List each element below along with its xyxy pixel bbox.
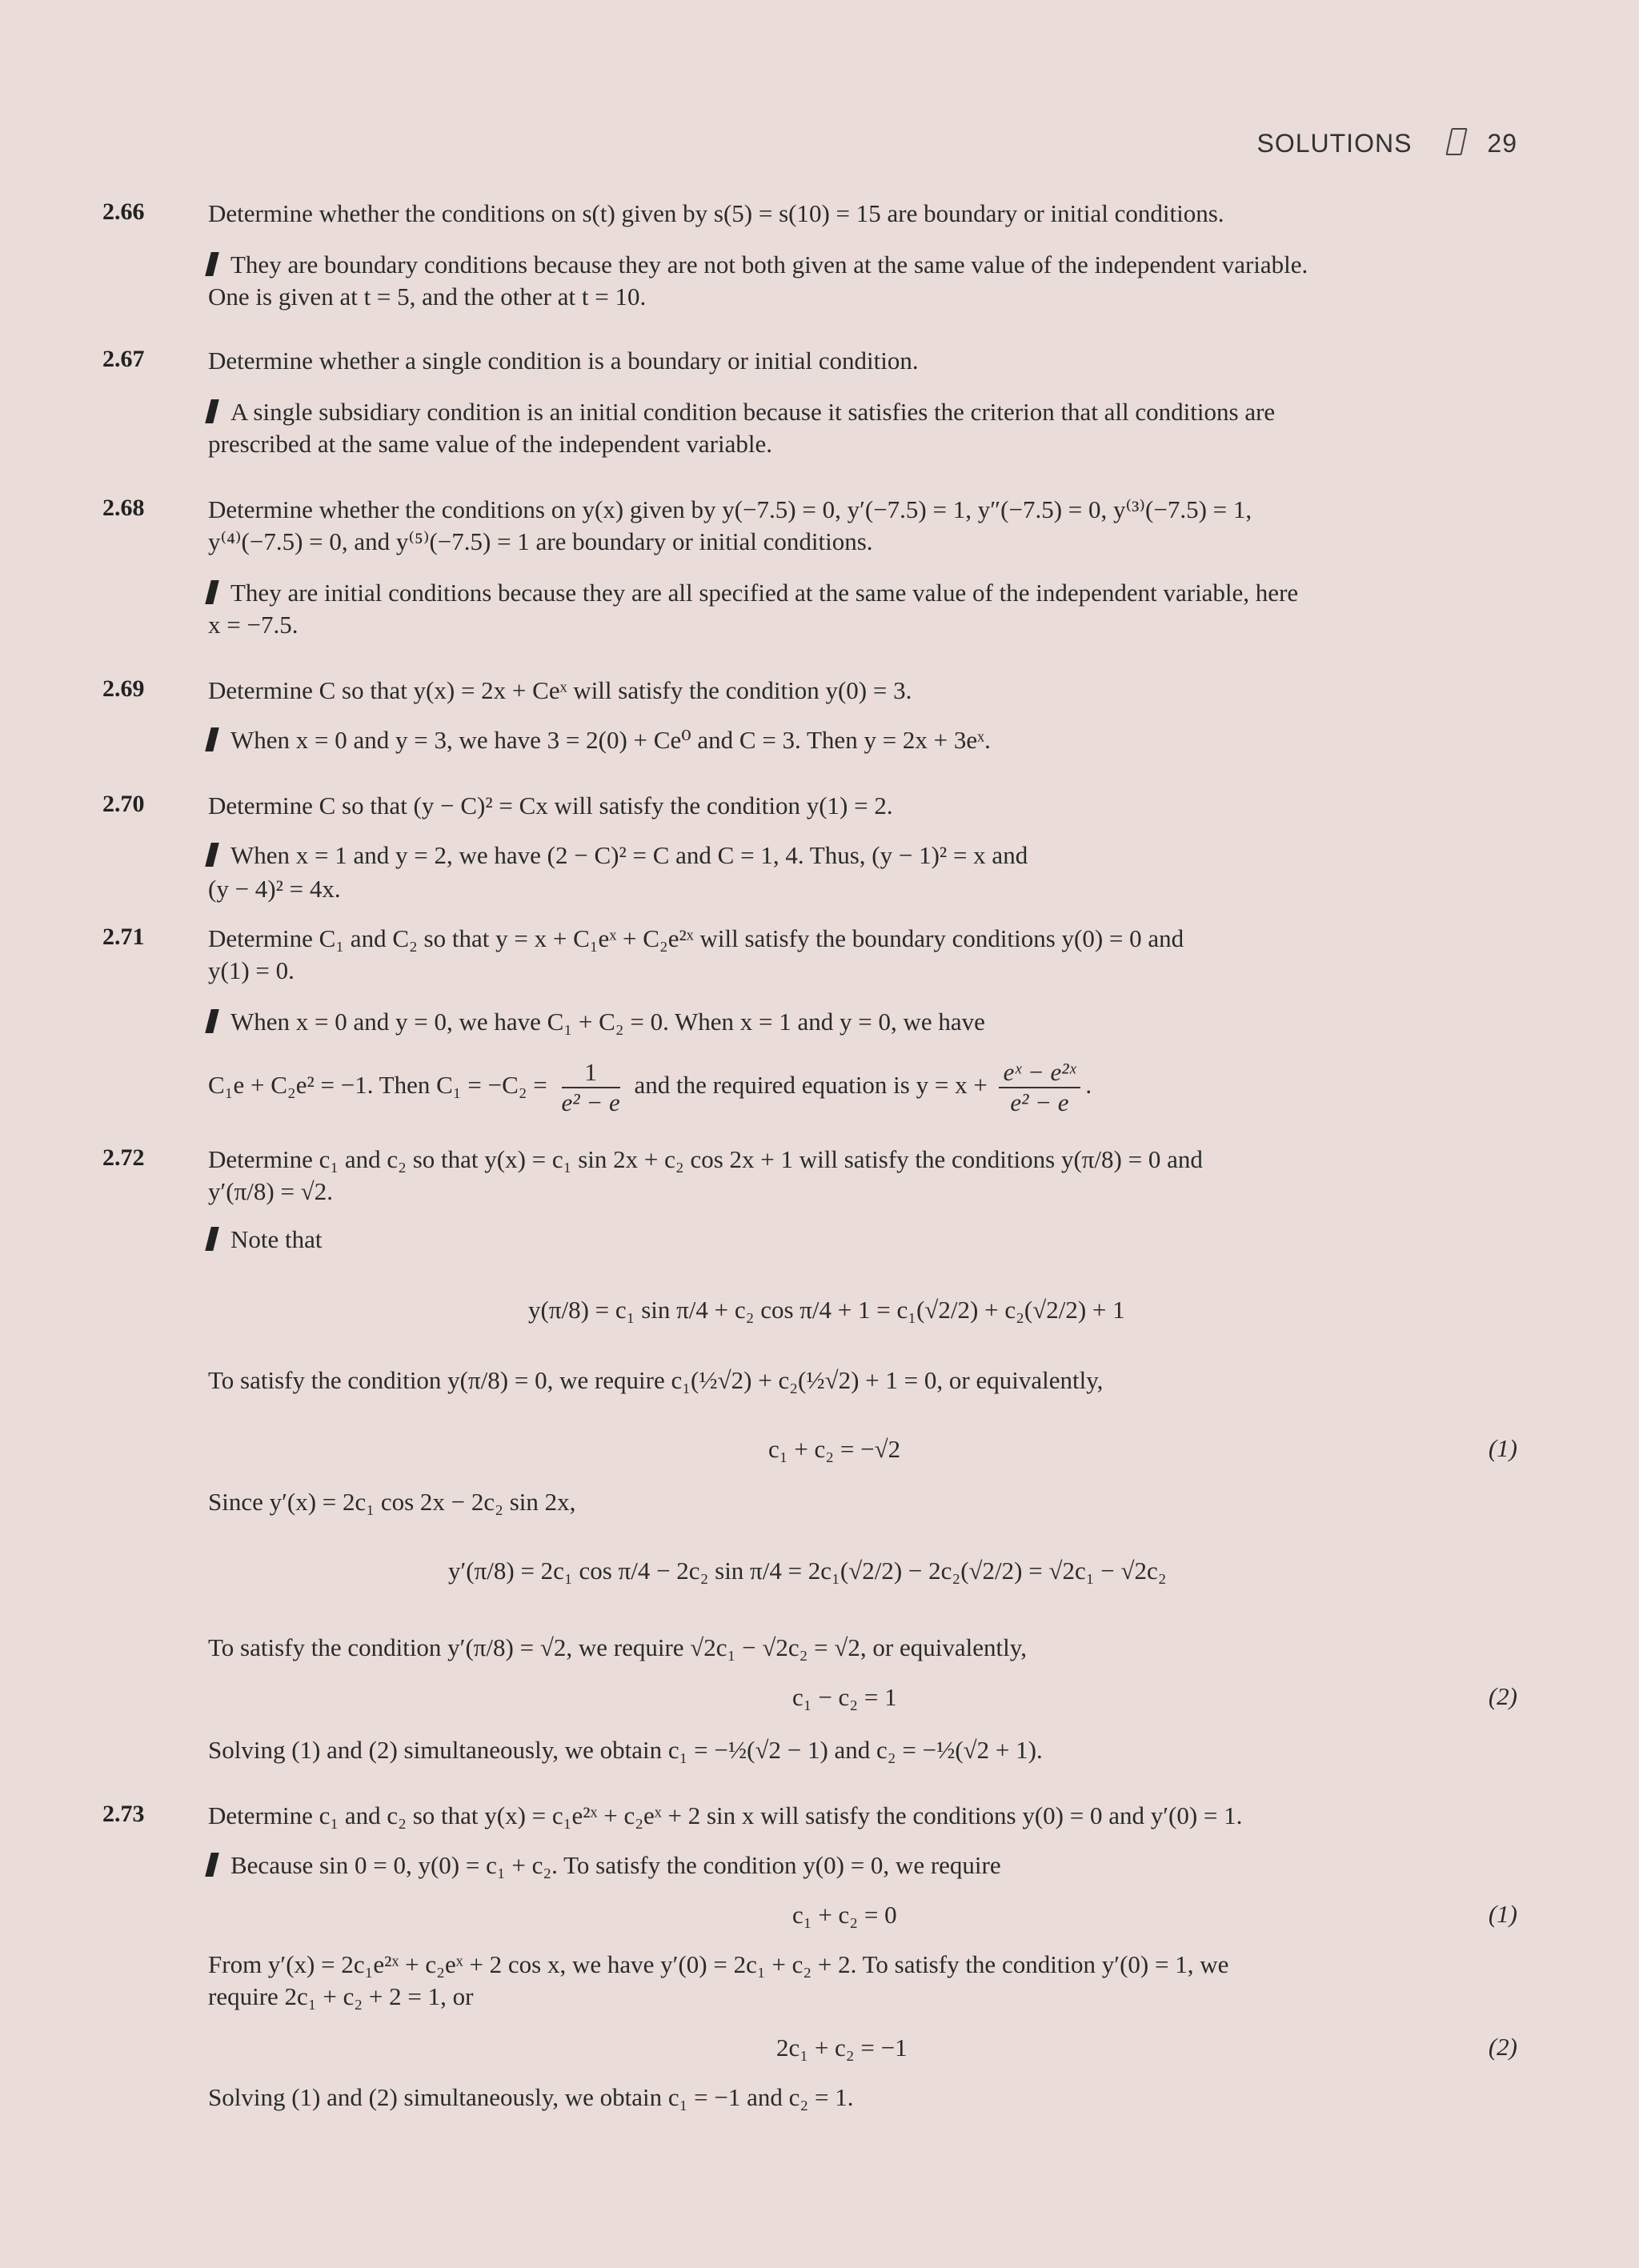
answer-text: A single subsidiary condition is an initial condition because it satisfies the criterion that all conditions are xyxy=(208,395,1517,429)
solution-mark-icon xyxy=(205,252,218,276)
answer-text-cont: x = −7.5. xyxy=(208,611,299,639)
question-text: Determine c₁ and c₂ so that y(x) = c₁ sin 2x + c₂ cos 2x + 1 will satisfy the conditions y(π/8) = 0 and xyxy=(208,1145,1203,1173)
problem-number: 2.70 xyxy=(102,791,145,817)
answer-text: They are boundary conditions because they are not both given at the same value of the independent variable. xyxy=(208,248,1517,282)
question-text-cont: y′(π/8) = √2. xyxy=(208,1177,333,1205)
question-text: Determine whether a single condition is a boundary or initial condition. xyxy=(208,347,919,375)
header-title: SOLUTIONS xyxy=(1256,129,1413,158)
solution-mark-icon xyxy=(205,1227,218,1251)
answer-text: When x = 0 and y = 0, we have C₁ + C₂ = 0. When x = 1 and y = 0, we have xyxy=(208,1005,1517,1039)
answer-text-cont: One is given at t = 5, and the other at t = 10. xyxy=(208,282,647,311)
answer-text: They are initial conditions because they are all specified at the same value of the independent variable, here xyxy=(208,576,1517,610)
problem-number: 2.66 xyxy=(102,198,145,225)
answer-text-cont: (y − 4)² = 4x. xyxy=(208,875,341,903)
answer-text: When x = 0 and y = 3, we have 3 = 2(0) + Ce⁰ and C = 3. Then y = 2x + 3eˣ. xyxy=(208,723,1517,757)
question-text: Determine c₁ and c₂ so that y(x) = c₁e²ˣ + c₂eˣ + 2 sin x will satisfy the conditions y(0) = 0 and y′(0) = 1. xyxy=(208,1801,1243,1829)
answer-text: To satisfy the condition y′(π/8) = √2, we require √2c₁ − √2c₂ = √2, or equivalently, xyxy=(208,1633,1027,1661)
answer-text: Because sin 0 = 0, y(0) = c₁ + c₂. To satisfy the condition y(0) = 0, we require xyxy=(208,1849,1517,1882)
answer-text-cont: prescribed at the same value of the independent variable. xyxy=(208,430,772,458)
solution-mark-icon xyxy=(205,399,218,423)
equation-number: (2) xyxy=(1488,2033,1517,2061)
answer-text: To satisfy the condition y(π/8) = 0, we require c₁(½√2) + c₂(½√2) + 1 = 0, or equivalently, xyxy=(208,1366,1104,1394)
problem-number: 2.71 xyxy=(102,924,145,950)
answer-text: When x = 1 and y = 2, we have (2 − C)² = C and C = 1, 4. Thus, (y − 1)² = x and xyxy=(208,839,1517,872)
equation-y-pi-8: y(π/8) = c₁ sin π/4 + c₂ cos π/4 + 1 = c₁(√2/2) + c₂(√2/2) + 1 xyxy=(528,1296,1125,1324)
question-text: Determine C so that (y − C)² = Cx will satisfy the condition y(1) = 2. xyxy=(208,791,893,819)
answer-text: Since y′(x) = 2c₁ cos 2x − 2c₂ sin 2x, xyxy=(208,1488,576,1516)
question-text-cont: y⁽⁴⁾(−7.5) = 0, and y⁽⁵⁾(−7.5) = 1 are boundary or initial conditions. xyxy=(208,527,873,555)
question-text: Determine C₁ and C₂ so that y = x + C₁eˣ + C₂e²ˣ will satisfy the boundary conditions y(0) = 0 and xyxy=(208,924,1184,952)
running-header xyxy=(1256,128,1517,158)
solution-mark-icon xyxy=(205,1009,218,1033)
question-text-cont: y(1) = 0. xyxy=(208,956,295,984)
fraction-c1: $\frac{1}{\text{e² − e}}$ xyxy=(561,1058,620,1116)
answer-text: Note that xyxy=(208,1223,1517,1256)
fraction-solution: $\frac{\text{eˣ − e²ˣ}}{\text{e² − e}}$ xyxy=(999,1058,1081,1117)
solution-mark-icon xyxy=(205,580,218,604)
equation-1: c₁ + c₂ = −√2 xyxy=(768,1435,901,1463)
solution-mark-icon xyxy=(205,1853,218,1877)
equation-number: (2) xyxy=(1488,1682,1517,1710)
problem-number: 2.67 xyxy=(102,346,145,372)
equation-number: (1) xyxy=(1488,1434,1517,1462)
equation-y-prime-pi-8: y′(π/8) = 2c₁ cos π/4 − 2c₂ sin π/4 = 2c₁(√2/2) − 2c₂(√2/2) = √2c₁ − √2c₂ xyxy=(448,1557,1167,1585)
header-separator-icon xyxy=(1446,128,1468,155)
problem-number: 2.69 xyxy=(102,675,145,702)
equation-1: c₁ + c₂ = 0 xyxy=(792,1901,897,1929)
answer-text-cont: C₁e + C₂e² = −1. Then C₁ = −C₂ = $\frac{1}{\text{e² − e}}$ and the required equation is y = x + $\frac{\text{eˣ − e²ˣ}}{\text{e² − e}}$ . xyxy=(208,1058,1092,1116)
equation-number: (1) xyxy=(1488,1900,1517,1928)
problem-number: 2.72 xyxy=(102,1144,145,1171)
question-text: Determine whether the conditions on y(x) given by y(−7.5) = 0, y′(−7.5) = 1, y″(−7.5) = 0, y⁽³⁾(−7.5) = 1, xyxy=(208,495,1252,523)
equation-2: 2c₁ + c₂ = −1 xyxy=(776,2034,908,2062)
question-text: Determine C so that y(x) = 2x + Ceˣ will satisfy the condition y(0) = 3. xyxy=(208,676,912,704)
page-number: 29 xyxy=(1487,129,1517,158)
solution-mark-icon xyxy=(205,727,218,751)
answer-text: Solving (1) and (2) simultaneously, we obtain c₁ = −1 and c₂ = 1. xyxy=(208,2083,854,2111)
answer-text-cont: require 2c₁ + c₂ + 2 = 1, or xyxy=(208,1982,474,2010)
solution-mark-icon xyxy=(205,843,218,867)
answer-text: From y′(x) = 2c₁e²ˣ + c₂eˣ + 2 cos x, we have y′(0) = 2c₁ + c₂ + 2. To satisfy the condition y′(0) = 1, we xyxy=(208,1950,1229,1978)
question-text: Determine whether the conditions on s(t) given by s(5) = s(10) = 15 are boundary or initial conditions. xyxy=(208,199,1224,227)
problem-number: 2.68 xyxy=(102,495,145,521)
equation-2: c₁ − c₂ = 1 xyxy=(792,1683,897,1711)
answer-text: Solving (1) and (2) simultaneously, we obtain c₁ = −½(√2 − 1) and c₂ = −½(√2 + 1). xyxy=(208,1736,1043,1764)
problem-number: 2.73 xyxy=(102,1801,145,1827)
